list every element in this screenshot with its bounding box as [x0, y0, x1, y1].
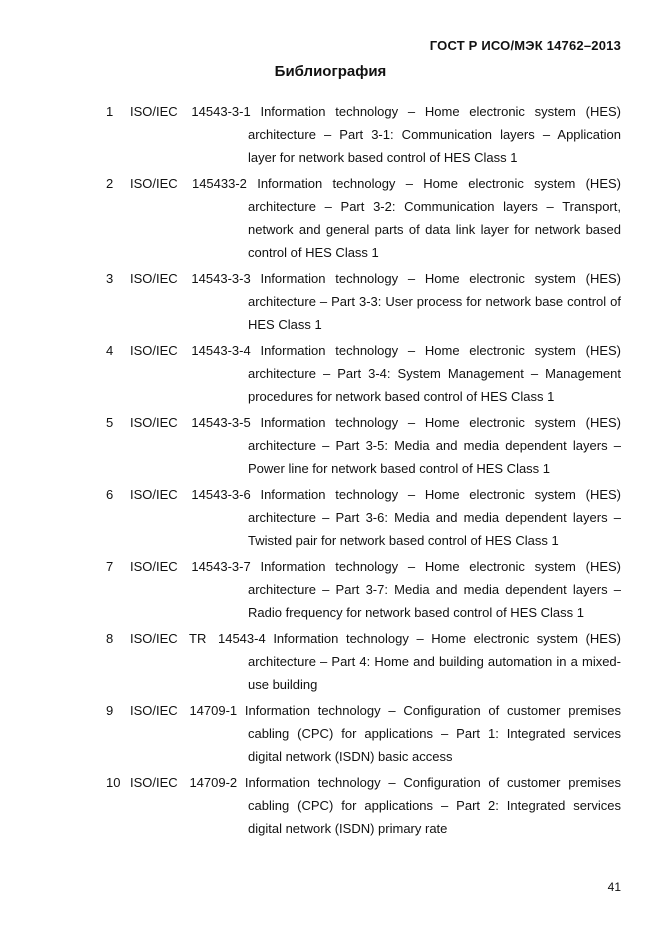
bibliography-entry [0, 771, 661, 840]
entry-code: ISO/IEC 14543-3-4 [130, 343, 251, 358]
entry-number: 1 [106, 104, 114, 119]
bibliography-entry [0, 172, 661, 264]
entry-text: Information technology – Home electronic system (HES) architecture – Part 3-2: Communication layers – Transport, network and general parts of data link layer for network based control of HES Class 1 [248, 176, 621, 260]
entry-text: Information technology – Home electronic system (HES) architecture – Part 3-3: User process for network base control of HES Class 1 [248, 271, 621, 332]
entry-number: 7 [106, 559, 114, 574]
entry-number: 10 [106, 775, 121, 790]
entry-code: ISO/IEC 14543-3-5 [130, 415, 251, 430]
entry-code: ISO/IEC TR 14543-4 [130, 631, 266, 646]
standard-header: ГОСТ Р ИСО/МЭК 14762–2013 [429, 38, 621, 53]
bibliography-entry [0, 100, 661, 169]
entry-number: 5 [106, 415, 114, 430]
entry-code: ISO/IEC 14709-1 [130, 703, 238, 718]
entry-number: 2 [106, 176, 114, 191]
entry-text: Information technology – Configuration of customer premises cabling (CPC) for applications – Part 2: Integrated services digital network (ISDN) primary rate [244, 775, 621, 836]
entry-text: Information technology – Home electronic system (HES) architecture – Part 3-6: Media and media dependent layers – Twisted pair for network based control of HES Class 1 [248, 487, 621, 548]
entry-code: ISO/IEC 14543-3-6 [130, 487, 251, 502]
bibliography-entry [0, 555, 661, 624]
entry-code: ISO/IEC 14543-3-1 [130, 104, 251, 119]
bibliography-entry [0, 411, 661, 480]
entry-number: 4 [106, 343, 114, 358]
bibliography-list [0, 100, 661, 843]
bibliography-entry [0, 339, 661, 408]
page-number: 41 [607, 880, 621, 894]
bibliography-entry [0, 627, 661, 696]
entry-code: ISO/IEC 14709-2 [130, 775, 238, 790]
bibliography-entry [0, 267, 661, 336]
entry-text: Information technology – Home electronic system (HES) architecture – Part 3-4: System Management – Management procedures for network based control of HES Class 1 [248, 343, 621, 404]
entry-number: 3 [106, 271, 114, 286]
entry-number: 8 [106, 631, 114, 646]
entry-text: Information technology – Configuration of customer premises cabling (CPC) for applications – Part 1: Integrated services digital network (ISDN) basic access [244, 703, 621, 764]
bibliography-entry [0, 483, 661, 552]
entry-text: Information technology – Home electronic system (HES) architecture – Part 3-7: Media and media dependent layers – Radio frequency for network based control of HES Class 1 [248, 559, 621, 620]
bibliography-entry [0, 699, 661, 768]
entry-text: Information technology – Home electronic system (HES) architecture – Part 3-5: Media and media dependent layers – Power line for network based control of HES Class 1 [248, 415, 621, 476]
entry-text: Information technology – Home electronic system (HES) architecture – Part 4: Home and building automation in a mixed-use building [248, 631, 621, 692]
entry-text: Information technology – Home electronic system (HES) architecture – Part 3-1: Communication layers – Application layer for network based control of HES Class 1 [248, 104, 621, 165]
entry-code: ISO/IEC 14543-3-7 [130, 559, 251, 574]
entry-code: ISO/IEC 14543-3-3 [130, 271, 251, 286]
entry-number: 9 [106, 703, 114, 718]
entry-code: ISO/IEC 145433-2 [130, 176, 247, 191]
entry-number: 6 [106, 487, 114, 502]
page-title: Библиография [274, 63, 387, 80]
